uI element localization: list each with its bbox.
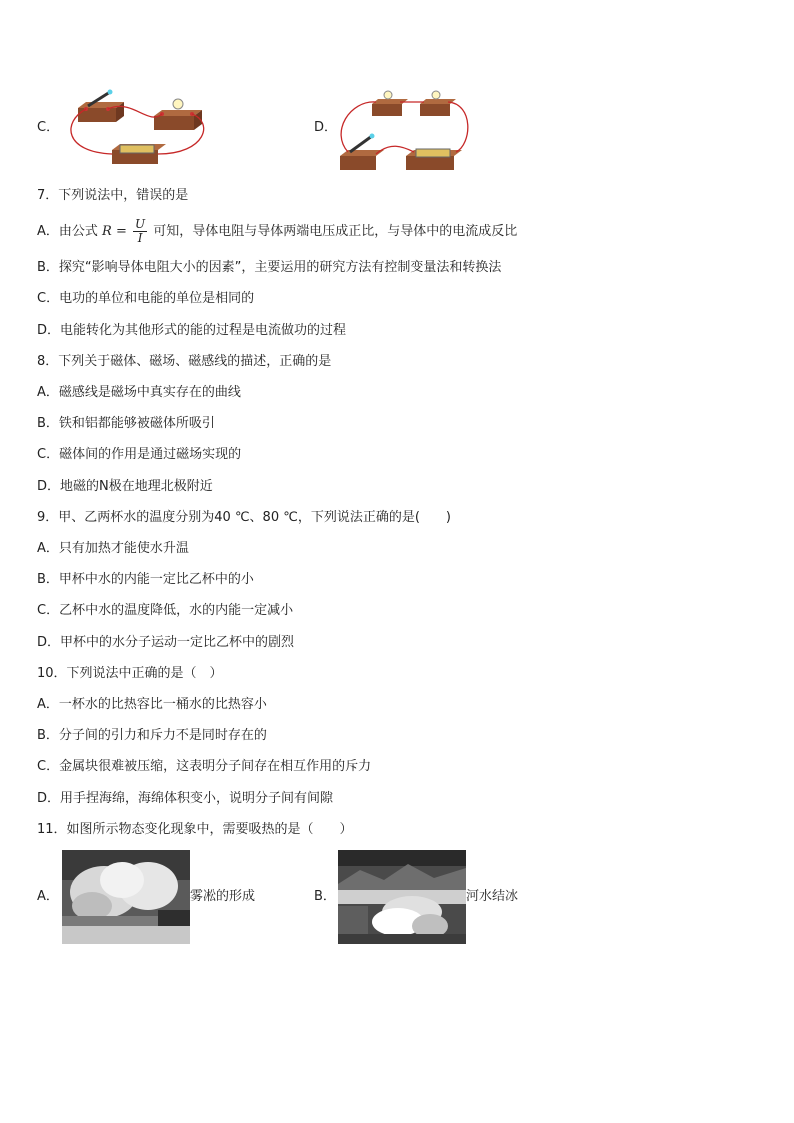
bulb-icon-c — [173, 99, 183, 109]
q6-option-d-label[interactable]: D． — [314, 120, 338, 135]
q7-option-a[interactable] — [37, 218, 517, 246]
circuit-diagram-d — [336, 86, 476, 174]
q10-stem: 10．下列说法中正确的是（ ） — [37, 666, 223, 681]
battery-board-d — [406, 156, 454, 170]
q11-caption-a: 雾凇的形成 — [190, 889, 256, 904]
bulb-icon-d1 — [384, 91, 392, 99]
formula-denominator: I — [137, 231, 143, 245]
q10-option-b[interactable]: B．分子间的引力和斥力不是同时存在的 — [37, 728, 267, 743]
q7-option-c[interactable]: C．电功的单位和电能的单位是相同的 — [37, 291, 255, 306]
bulb-board-d2 — [420, 104, 450, 116]
q9-option-a[interactable]: A．只有加热才能使水升温 — [37, 541, 189, 556]
q9-option-d[interactable]: D．甲杯中的水分子运动一定比乙杯中的剧烈 — [37, 635, 295, 650]
river-ice-photo — [338, 850, 466, 944]
q10-option-d[interactable]: D．用手捏海绵，海绵体积变小，说明分子间有间隙 — [37, 791, 334, 806]
q8-stem: 8．下列关于磁体、磁场、磁感线的描述，正确的是 — [37, 354, 332, 369]
circuit-diagram-c — [66, 88, 216, 172]
battery-icon-c — [120, 145, 154, 153]
q7-option-a-prefix: A．由公式 — [37, 224, 98, 239]
bulb-board-d1 — [372, 104, 402, 116]
q10-option-a[interactable]: A．一杯水的比热容比一桶水的比热容小 — [37, 697, 267, 712]
bulb-board-c — [154, 116, 194, 130]
q9-stem: 9．甲、乙两杯水的温度分别为40 ℃、80 ℃，下列说法正确的是( ) — [37, 510, 451, 525]
q8-option-b[interactable]: B．铁和铝都能够被磁体所吸引 — [37, 416, 215, 431]
bulb-icon-d2 — [432, 91, 440, 99]
q11-caption-b: 河水结冰 — [466, 889, 519, 904]
q6-option-c-label[interactable]: C． — [37, 120, 60, 135]
formula-fraction — [133, 218, 147, 245]
formula-lhs: R = — [102, 224, 127, 239]
rime-photo — [62, 850, 190, 944]
q11-stem: 11．如图所示物态变化现象中，需要吸热的是（ ） — [37, 822, 353, 837]
q7-option-d[interactable]: D．电能转化为其他形式的能的过程是电流做功的过程 — [37, 323, 347, 338]
q9-option-b[interactable]: B．甲杯中水的内能一定比乙杯中的小 — [37, 572, 254, 587]
q9-option-c[interactable]: C．乙杯中水的温度降低，水的内能一定减小 — [37, 603, 294, 618]
q7-option-a-suffix: 可知，导体电阻与导体两端电压成正比，与导体中的电流成反比 — [153, 224, 518, 239]
q11-option-b-label[interactable]: B． — [314, 889, 336, 904]
q7-stem: 7．下列说法中，错误的是 — [37, 188, 189, 203]
q8-option-d[interactable]: D．地磁的N极在地理北极附近 — [37, 479, 213, 494]
battery-icon-d — [416, 149, 450, 157]
switch-board-d — [340, 156, 376, 170]
q8-option-c[interactable]: C．磁体间的作用是通过磁场实现的 — [37, 447, 242, 462]
q7-option-b[interactable]: B．探究“影响导体电阻大小的因素”，主要运用的研究方法有控制变量法和转换法 — [37, 260, 502, 275]
q8-option-a[interactable]: A．磁感线是磁场中真实存在的曲线 — [37, 385, 241, 400]
q11-option-a-label[interactable]: A． — [37, 889, 59, 904]
switch-lever-d — [350, 136, 372, 152]
q10-option-c[interactable]: C．金属块很难被压缩，这表明分子间存在相互作用的斥力 — [37, 759, 372, 774]
formula-numerator: U — [135, 217, 146, 231]
